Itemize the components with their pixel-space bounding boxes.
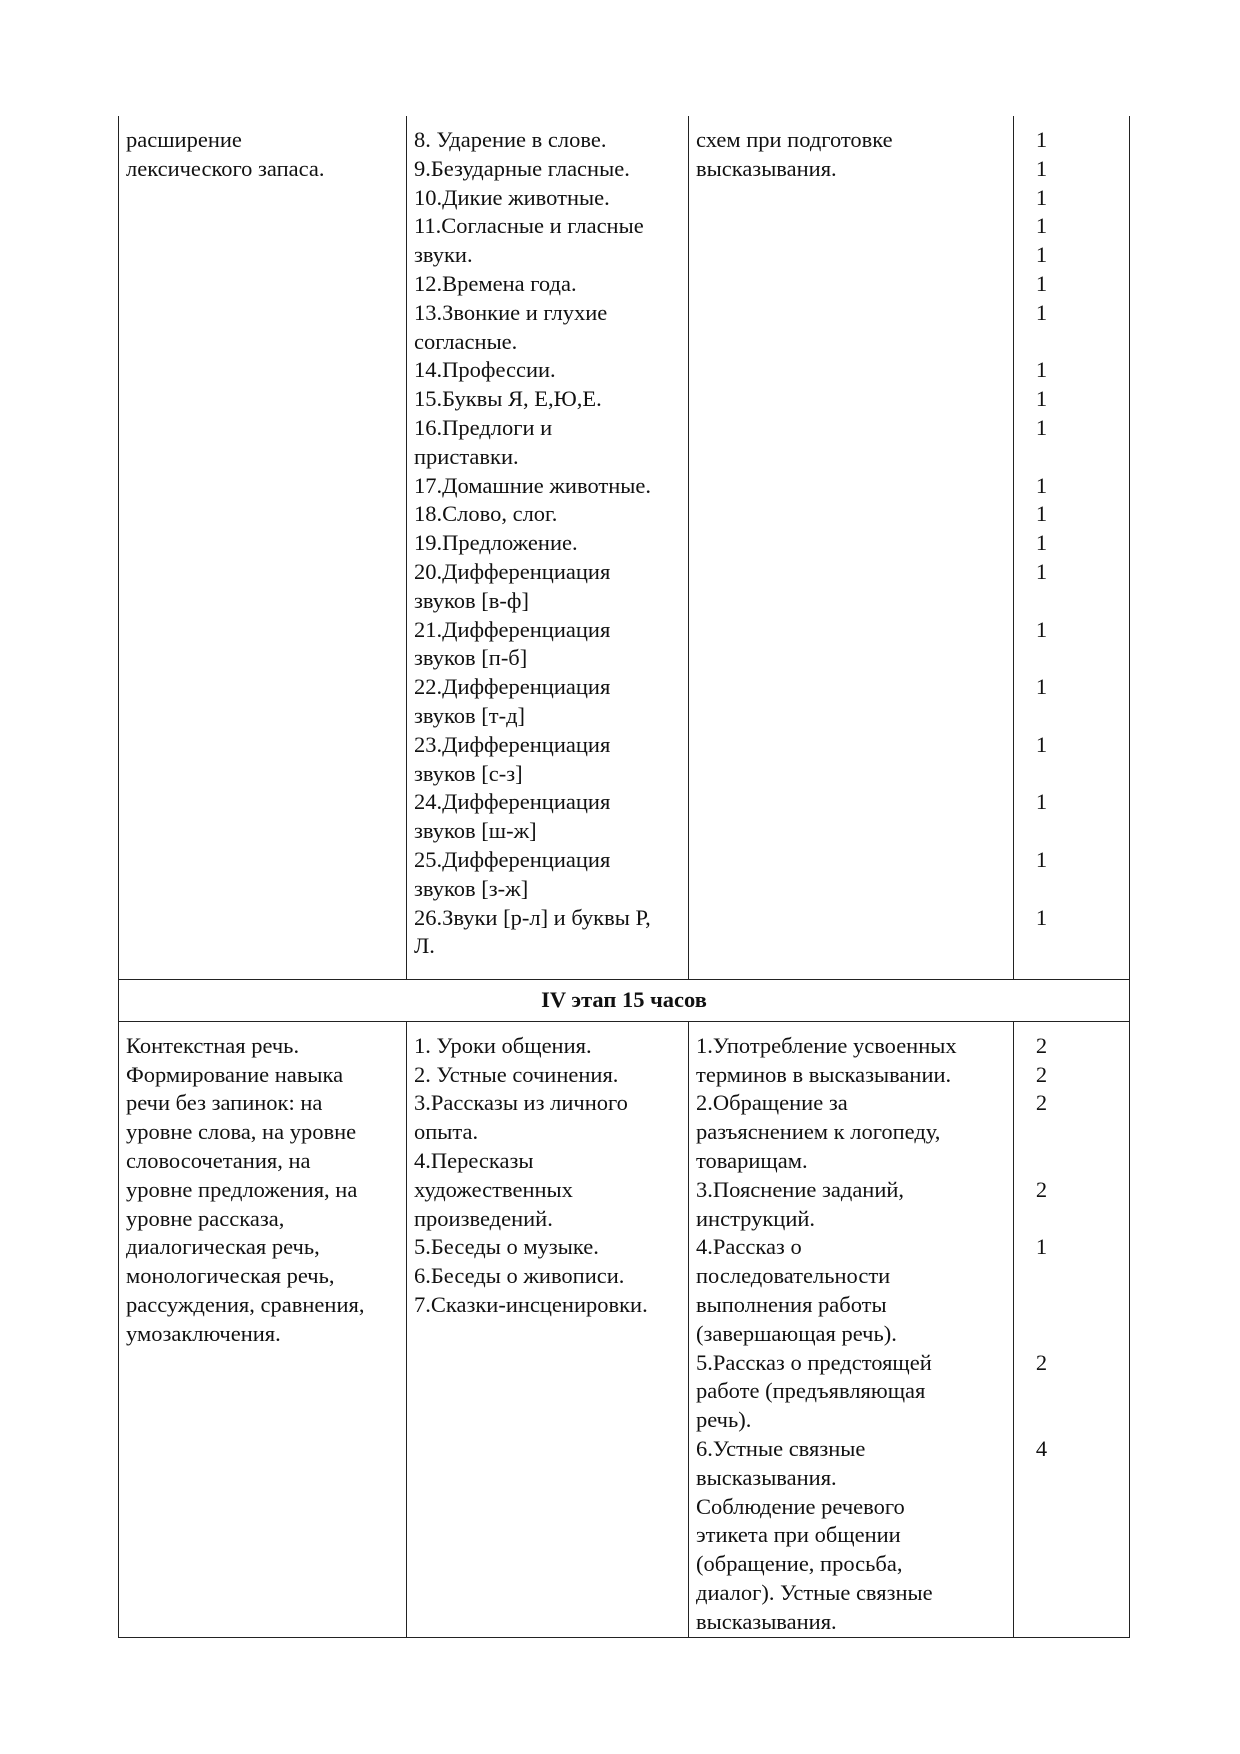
hours-value (1014, 1377, 1129, 1406)
curriculum-table (118, 116, 1130, 1638)
hours-value (1014, 328, 1129, 357)
text-line: 23.Дифференциация (414, 731, 611, 757)
hours-value: 1 (1035, 472, 1048, 498)
section3-col2 (407, 116, 689, 980)
hours-value (1014, 587, 1129, 616)
text-line: расширение (126, 127, 242, 152)
text-line: 9.Безударные гласные. (414, 155, 630, 181)
hours-value (1014, 1320, 1129, 1349)
text-line: звуки. (414, 242, 473, 268)
hours-value (1014, 1262, 1129, 1291)
text-line: словосочетания, на (126, 1147, 311, 1173)
text-line: согласные. (414, 328, 518, 354)
hours-value: 1 (1035, 155, 1048, 181)
text-line: звуков [ш-ж] (414, 818, 537, 844)
text-line: работе (предъявляющая (696, 1378, 926, 1404)
text-line: 1. Уроки общения. (414, 1032, 592, 1058)
text-line: 20.Дифференциация (414, 558, 611, 584)
text-line: художественных (414, 1176, 573, 1202)
text-line: 7.Сказки-инсценировки. (414, 1291, 648, 1317)
text-line: Формирование навыка (126, 1061, 344, 1087)
text-line: рассуждения, сравнения, (126, 1291, 365, 1317)
hours-value (1014, 932, 1129, 961)
text-line: произведений. (414, 1205, 553, 1231)
text-line: 26.Звуки [р-л] и буквы Р, (414, 904, 651, 930)
text-line: речь). (696, 1407, 752, 1433)
hours-value: 1 (1035, 616, 1048, 642)
text-line: 14.Профессии. (414, 357, 556, 383)
text-line: 25.Дифференциация (414, 846, 611, 872)
hours-value: 1 (1035, 213, 1048, 239)
text-line: диалогическая речь, (126, 1234, 320, 1260)
hours-value: 1 (1035, 299, 1048, 325)
text-line: 11.Согласные и гласные (414, 213, 644, 239)
text-line: 6.Беседы о живописи. (414, 1263, 625, 1289)
text-line: опыта. (414, 1119, 479, 1145)
hours-value: 1 (1035, 789, 1048, 815)
text-line: 13.Звонкие и глухие (414, 299, 608, 325)
hours-value: 1 (1035, 270, 1048, 296)
hours-value (1014, 1521, 1129, 1550)
text-line: Соблюдение речевого (696, 1493, 905, 1519)
text-line: 21.Дифференциация (414, 616, 611, 642)
text-line: 8. Ударение в слове. (414, 127, 607, 152)
text-line: этикета при общении (696, 1522, 901, 1548)
hours-value (1014, 1550, 1129, 1579)
hours-value: 1 (1035, 904, 1048, 930)
text-line: лексического запаса. (126, 155, 325, 181)
hours-value (1014, 760, 1129, 789)
text-line: монологическая речь, (126, 1263, 335, 1289)
section4-col2 (407, 1021, 689, 1637)
stage-header: IV этап 15 часов (119, 980, 1130, 1022)
hours-value: 4 (1035, 1435, 1048, 1461)
hours-value (1014, 1608, 1129, 1637)
hours-value (1014, 1493, 1129, 1522)
text-line: 5.Беседы о музыке. (414, 1234, 599, 1260)
table-row-stage3 (119, 116, 1130, 980)
text-line: звуков [т-д] (414, 702, 526, 728)
hours-value (1014, 443, 1129, 472)
text-line: 4.Пересказы (414, 1147, 534, 1173)
hours-value (1014, 875, 1129, 904)
text-line: умозаключения. (126, 1320, 281, 1346)
hours-value: 1 (1035, 846, 1048, 872)
text-line: высказывания. (696, 1608, 837, 1634)
hours-value (1014, 1147, 1129, 1176)
text-line: инструкций. (696, 1205, 816, 1231)
text-line: 2.Обращение за (696, 1090, 848, 1116)
hours-value: 2 (1035, 1176, 1048, 1202)
hours-value (1014, 1579, 1129, 1608)
hours-value: 1 (1035, 127, 1048, 152)
section3-hours (1014, 116, 1130, 980)
text-line: выполнения работы (696, 1291, 887, 1317)
section4-col1 (119, 1021, 407, 1637)
text-line: звуков [п-б] (414, 645, 528, 671)
text-line: 2. Устные сочинения. (414, 1061, 619, 1087)
text-line: разъяснением к логопеду, (696, 1119, 941, 1145)
text-line: 4.Рассказ о (696, 1234, 802, 1260)
text-line: (обращение, просьба, (696, 1551, 903, 1577)
text-line: приставки. (414, 443, 519, 469)
text-line: 15.Буквы Я, Е,Ю,Е. (414, 386, 602, 412)
hours-value: 1 (1035, 558, 1048, 584)
hours-value: 1 (1035, 674, 1048, 700)
hours-value: 2 (1035, 1061, 1048, 1087)
text-line: высказывания. (696, 1464, 837, 1490)
hours-value (1014, 644, 1129, 673)
text-line: (завершающая речь). (696, 1320, 897, 1346)
text-line: 6.Устные связные (696, 1435, 866, 1461)
text-line: 16.Предлоги и (414, 414, 553, 440)
section4-hours (1014, 1021, 1130, 1637)
hours-value: 1 (1035, 1234, 1048, 1260)
hours-value: 1 (1035, 184, 1048, 210)
text-line: 19.Предложение. (414, 530, 578, 556)
text-line: звуков [с-з] (414, 760, 523, 786)
hours-value: 2 (1035, 1090, 1048, 1116)
hours-value (1014, 1464, 1129, 1493)
section3-col3 (689, 116, 1014, 980)
hours-value (1014, 1406, 1129, 1435)
section4-col3 (689, 1021, 1014, 1637)
text-line: 10.Дикие животные. (414, 184, 610, 210)
hours-value (1014, 1118, 1129, 1147)
text-line: высказывания. (696, 155, 837, 181)
text-line: уровне рассказа, (126, 1205, 285, 1231)
text-line: 3.Пояснение заданий, (696, 1176, 905, 1202)
text-line: 18.Слово, слог. (414, 501, 558, 527)
text-line: 3.Рассказы из личного (414, 1090, 628, 1116)
hours-value: 2 (1035, 1349, 1048, 1375)
hours-value: 1 (1035, 501, 1048, 527)
text-line: звуков [з-ж] (414, 875, 529, 901)
text-line: звуков [в-ф] (414, 587, 529, 613)
hours-value: 2 (1035, 1032, 1048, 1058)
text-line: 17.Домашние животные. (414, 472, 651, 498)
text-line: схем при подготовке (696, 127, 893, 152)
text-line: терминов в высказывании. (696, 1061, 952, 1087)
hours-value (1014, 702, 1129, 731)
table-row-stage-header (119, 980, 1130, 1022)
hours-value: 1 (1035, 357, 1048, 383)
section3-col1 (119, 116, 407, 980)
hours-value: 1 (1035, 530, 1048, 556)
text-line: Л. (414, 933, 435, 959)
text-line: 12.Времена года. (414, 270, 577, 296)
text-line: товарищам. (696, 1147, 808, 1173)
hours-value (1014, 1291, 1129, 1320)
text-line: 22.Дифференциация (414, 674, 611, 700)
hours-value: 1 (1035, 242, 1048, 268)
hours-value: 1 (1035, 386, 1048, 412)
text-line: Контекстная речь. (126, 1032, 300, 1058)
text-line: 5.Рассказ о предстоящей (696, 1349, 932, 1375)
text-line: речи без запинок: на (126, 1090, 323, 1116)
text-line: последовательности (696, 1263, 891, 1289)
hours-value: 1 (1035, 414, 1048, 440)
hours-value (1014, 1205, 1129, 1234)
text-line: 1.Употребление усвоенных (696, 1032, 957, 1058)
table-row-stage4 (119, 1021, 1130, 1637)
hours-value (1014, 817, 1129, 846)
text-line: 24.Дифференциация (414, 789, 611, 815)
text-line: диалог). Устные связные (696, 1579, 933, 1605)
text-line: уровне предложения, на (126, 1176, 358, 1202)
hours-value: 1 (1035, 731, 1048, 757)
text-line: уровне слова, на уровне (126, 1119, 357, 1145)
